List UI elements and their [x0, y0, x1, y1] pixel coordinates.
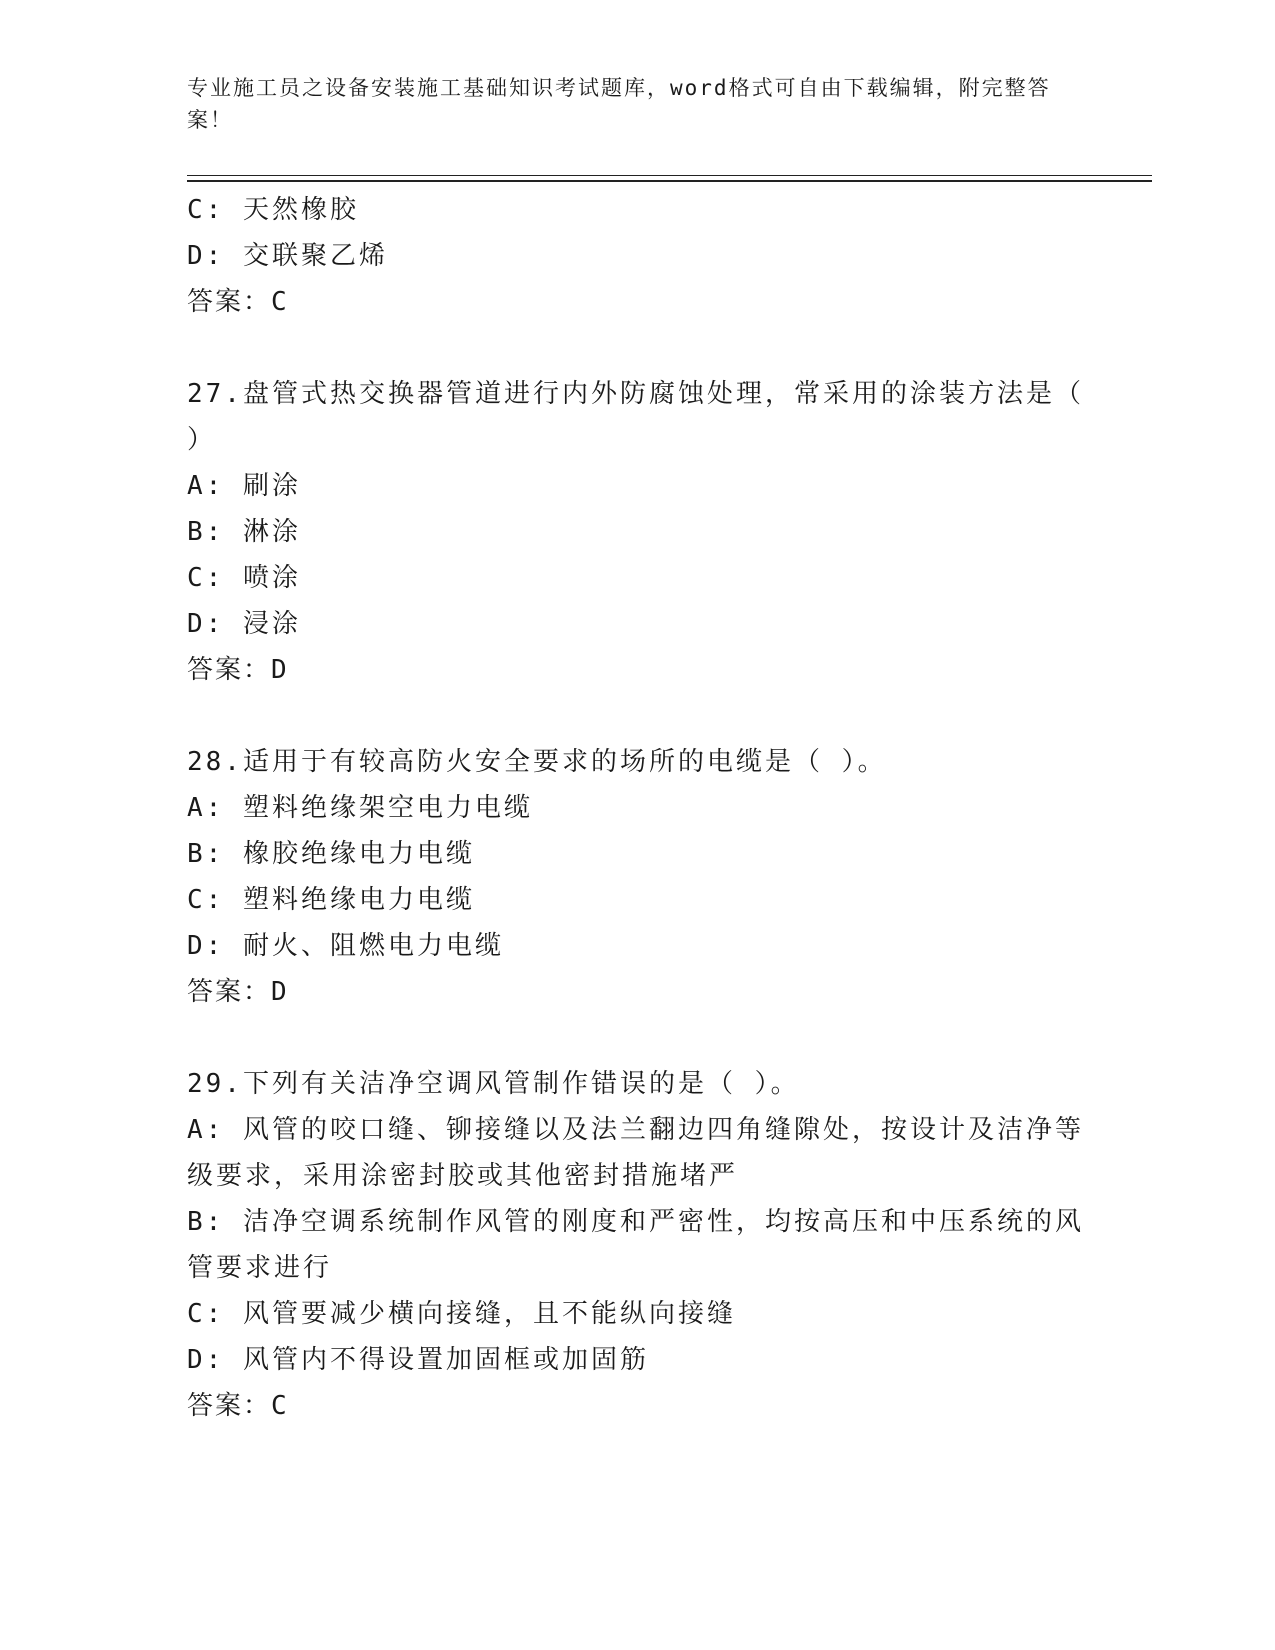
spacer — [187, 325, 1087, 371]
question-27-stem: 27.盘管式热交换器管道进行内外防腐蚀处理，常采用的涂装方法是（ — [187, 379, 1084, 409]
question-27-option-d: D: 浸涂 — [187, 609, 301, 639]
option-d: D: 交联聚乙烯 — [187, 241, 388, 271]
question-28-option-d: D: 耐火、阻燃电力电缆 — [187, 931, 504, 961]
question-29-option-a: A: 风管的咬口缝、铆接缝以及法兰翻边四角缝隙处，按设计及洁净等 — [187, 1115, 1084, 1145]
question-27-option-b: B: 淋涂 — [187, 517, 301, 547]
question-27-stem-continued: ） — [187, 425, 217, 455]
question-27-answer: 答案：D — [187, 655, 289, 685]
question-29-answer: 答案：C — [187, 1391, 289, 1421]
question-29-option-b-continued: 管要求进行 — [187, 1253, 333, 1283]
question-29-option-d: D: 风管内不得设置加固框或加固筋 — [187, 1345, 649, 1375]
header-divider-thick — [187, 180, 1152, 182]
question-27-option-a: A: 刷涂 — [187, 471, 301, 501]
question-29-option-b: B: 洁净空调系统制作风管的刚度和严密性，均按高压和中压系统的风 — [187, 1207, 1084, 1237]
spacer — [187, 1015, 1087, 1061]
question-28-stem: 28.适用于有较高防火安全要求的场所的电缆是（ ）。 — [187, 747, 887, 777]
question-list — [187, 187, 1087, 1429]
question-28-option-a: A: 塑料绝缘架空电力电缆 — [187, 793, 533, 823]
question-29-option-c: C: 风管要减少横向接缝，且不能纵向接缝 — [187, 1299, 736, 1329]
question-29-stem: 29.下列有关洁净空调风管制作错误的是（ ）。 — [187, 1069, 800, 1099]
spacer — [187, 693, 1087, 739]
question-28-option-b: B: 橡胶绝缘电力电缆 — [187, 839, 475, 869]
document-header: 专业施工员之设备安装施工基础知识考试题库，word格式可自由下载编辑，附完整答案！ — [187, 76, 1051, 132]
header-divider-thin — [187, 175, 1152, 176]
question-28-option-c: C: 塑料绝缘电力电缆 — [187, 885, 475, 915]
option-c: C: 天然橡胶 — [187, 195, 359, 225]
question-27-option-c: C: 喷涂 — [187, 563, 301, 593]
question-29-option-a-continued: 级要求，采用涂密封胶或其他密封措施堵严 — [187, 1161, 739, 1191]
answer-label: 答案：C — [187, 287, 289, 317]
question-28-answer: 答案：D — [187, 977, 289, 1007]
